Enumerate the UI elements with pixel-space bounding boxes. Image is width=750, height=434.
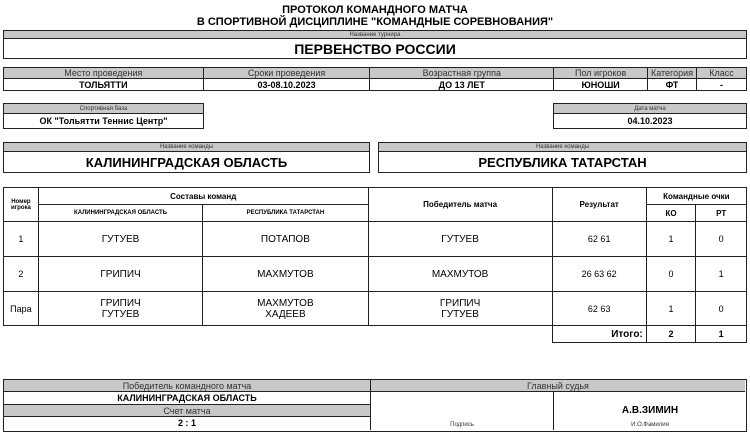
dates-label: Сроки проведения [203, 68, 370, 79]
team1-roster-header: КАЛИНИНГРАДСКАЯ ОБЛАСТЬ [38, 205, 202, 222]
winner-section [4, 380, 371, 430]
info-table [3, 67, 747, 91]
rosters-header: Составы команд [38, 188, 368, 205]
referee-label: Главный судья [371, 380, 745, 392]
category-label: Категория [648, 68, 697, 79]
table-row [4, 257, 747, 292]
match-winner-pair [368, 292, 552, 326]
sport-base-label: Спортивная база [4, 104, 203, 114]
gender-label: Пол игроков [554, 68, 648, 79]
team2-name: РЕСПУБЛИКА ТАТАРСТАН [478, 154, 647, 170]
team1-player: ГУТУЕВ [38, 222, 202, 257]
total-row [4, 326, 747, 343]
rt-points: 0 [696, 292, 747, 326]
protocol-title-line2: В СПОРТИВНОЙ ДИСЦИПЛИНЕ "КОМАНДНЫЕ СОРЕВНОВАНИЯ" [196, 16, 554, 28]
winner-label: Победитель командного матча [4, 380, 370, 392]
tournament-name: ПЕРВЕНСТВО РОССИИ [294, 40, 456, 57]
team2-box [378, 142, 747, 173]
protocol-title-line1: ПРОТОКОЛ КОМАНДНОГО МАТЧА [282, 4, 468, 16]
match-table [3, 187, 747, 343]
total-ko: 2 [646, 326, 696, 343]
match-date-label: Дата матча [554, 104, 746, 114]
team1-pair-player-2: ГУТУЕВ [101, 308, 140, 320]
ko-points: 1 [646, 222, 696, 257]
team1-label: Название команды [4, 143, 369, 152]
match-result: 62 61 [552, 222, 646, 257]
total-label: Итого: [552, 326, 646, 343]
score-label: Счет матча [4, 405, 370, 417]
team2-roster-header: РЕСПУБЛИКА ТАТАРСТАН [203, 205, 368, 222]
dates-value: 03-08.10.2023 [203, 79, 370, 91]
rt-points: 1 [696, 257, 747, 292]
team1-player: ГРИПИЧ [38, 257, 202, 292]
player-no: 1 [4, 222, 39, 257]
team2-pair-player-1: МАХМУТОВ [257, 297, 314, 309]
category-value: ФТ [648, 79, 697, 91]
age-value: ДО 13 ЛЕТ [370, 79, 554, 91]
table-row [4, 222, 747, 257]
tournament-label: Название турнира [4, 31, 746, 39]
team1-pair [38, 292, 202, 326]
ko-header: КО [646, 205, 696, 222]
class-value: - [697, 79, 747, 91]
team1-box [3, 142, 370, 173]
referee-name: А.В.ЗИМИН [621, 405, 679, 416]
points-header: Командные очки [646, 188, 746, 205]
venue-label: Место проведения [4, 68, 204, 79]
team2-player: МАХМУТОВ [203, 257, 368, 292]
age-label: Возрастная группа [370, 68, 554, 79]
footer-box [3, 379, 747, 432]
team2-player: ПОТАПОВ [203, 222, 368, 257]
winner-pair-player-1: ГРИПИЧ [439, 297, 481, 309]
table-row-doubles [4, 292, 747, 326]
winner-header: Победитель матча [368, 188, 552, 222]
tournament-box [3, 30, 747, 59]
match-date-box [553, 103, 747, 129]
ko-points: 0 [646, 257, 696, 292]
rt-header: РТ [696, 205, 747, 222]
team2-label: Название команды [379, 143, 746, 152]
match-result: 62 63 [552, 292, 646, 326]
team2-pair-player-2: ХАДЕЕВ [265, 308, 306, 320]
signature-label: Подпись [450, 422, 474, 428]
result-header: Результат [552, 188, 646, 222]
total-rt: 1 [696, 326, 747, 343]
name-format-label: И.О.Фамилия [631, 422, 669, 428]
match-result: 26 63 62 [552, 257, 646, 292]
team1-name: КАЛИНИНГРАДСКАЯ ОБЛАСТЬ [85, 154, 288, 170]
player-no: 2 [4, 257, 39, 292]
player-no: Пара [4, 292, 39, 326]
score-value: 2 : 1 [177, 418, 196, 428]
match-winner: ГУТУЕВ [368, 222, 552, 257]
ko-points: 1 [646, 292, 696, 326]
referee-name-area [555, 392, 745, 430]
match-date-value: 04.10.2023 [627, 115, 673, 126]
winner-value: КАЛИНИНГРАДСКАЯ ОБЛАСТЬ [4, 392, 370, 405]
team1-pair-player-1: ГРИПИЧ [100, 297, 141, 309]
referee-section [371, 380, 745, 430]
team2-pair [203, 292, 368, 326]
rt-points: 0 [696, 222, 747, 257]
match-winner: МАХМУТОВ [368, 257, 552, 292]
sport-base-box [3, 103, 204, 129]
venue-value: ТОЛЬЯТТИ [4, 79, 204, 91]
winner-pair-player-2: ГУТУЕВ [441, 308, 479, 320]
class-label: Класс [697, 68, 747, 79]
sport-base-value: ОК "Тольятти Теннис Центр" [39, 115, 168, 126]
signature-area [371, 392, 554, 430]
gender-value: ЮНОШИ [554, 79, 648, 91]
player-no-header: Номер игрока [4, 188, 39, 222]
